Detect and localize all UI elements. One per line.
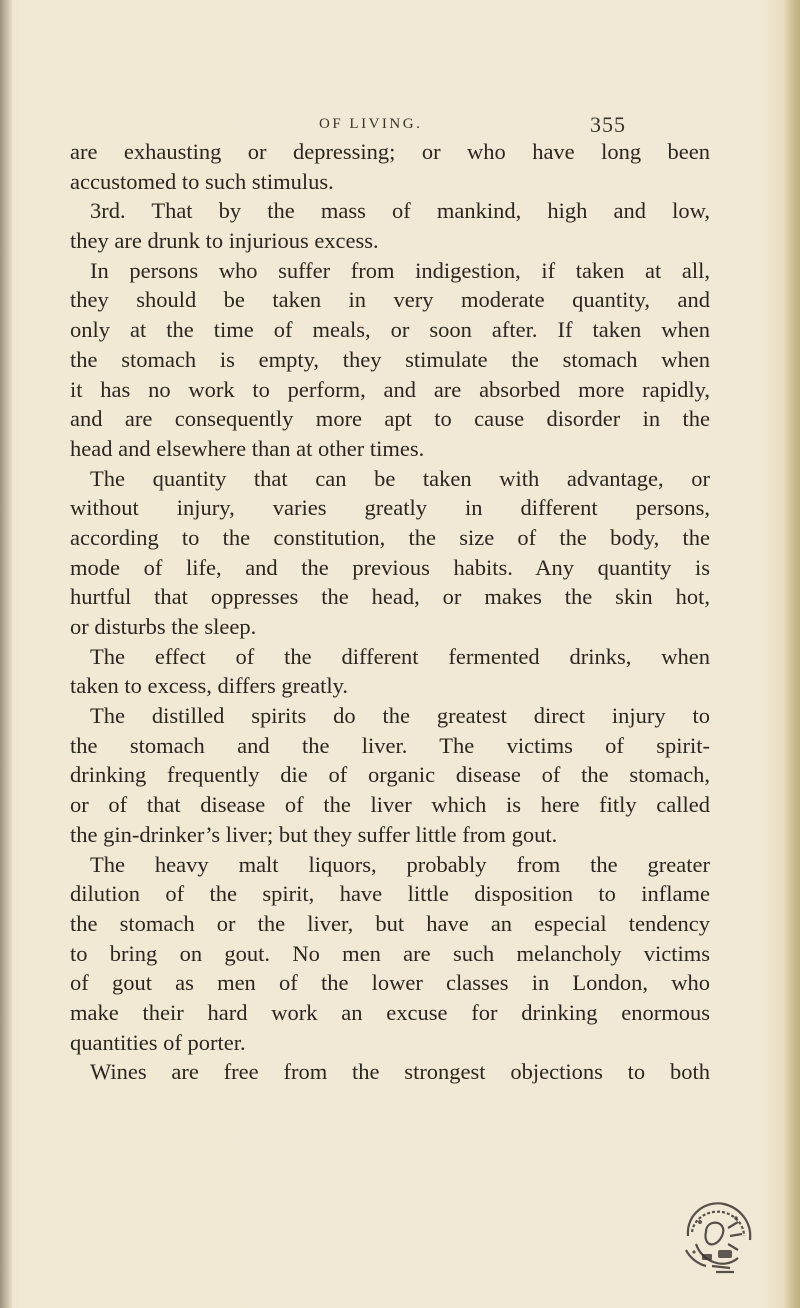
text-line: drinking frequently die of organic disease of the stomach, (70, 762, 710, 788)
text-line: they are drunk to injurious excess. (70, 228, 379, 254)
text-line: to bring on gout. No men are such melancholy victims (70, 940, 710, 966)
text-line: The effect of the different fermented drinks, when (90, 643, 710, 669)
text-line: the stomach or the liver, but have an especial tendency (70, 910, 710, 936)
text-line: hurtful that oppresses the head, or makes the skin hot, (70, 584, 710, 610)
text-line: head and elsewhere than at other times. (70, 435, 425, 461)
text-line: In persons who suffer from indigestion, if taken at all, (90, 257, 710, 283)
text-line: they should be taken in very moderate quantity, and (70, 287, 710, 313)
text-line: and are consequently more apt to cause disorder in the (70, 406, 710, 432)
text-line: of gout as men of the lower classes in London, who (70, 970, 710, 996)
text-line: only at the time of meals, or soon after. If taken when (70, 317, 710, 343)
text-line: the stomach and the liver. The victims of spirit- (70, 732, 710, 758)
text-line: accustomed to such stimulus. (70, 168, 334, 194)
text-line: quantities of porter. (70, 1029, 246, 1055)
text-line: The quantity that can be taken with advantage, or (90, 465, 710, 491)
text-line: the stomach is empty, they stimulate the stomach when (70, 346, 710, 372)
text-line: The heavy malt liquors, probably from the greater (90, 851, 710, 877)
text-line: 3rd. That by the mass of mankind, high and low, (90, 198, 710, 224)
text-line: The distilled spirits do the greatest direct injury to (90, 703, 710, 729)
text-line: according to the constitution, the size of the body, the (70, 524, 710, 550)
body-text (70, 137, 710, 1087)
running-head: OF LIVING. (319, 116, 423, 132)
page-gutter-shadow (0, 0, 12, 1308)
text-line: make their hard work an excuse for drinking enormous (70, 999, 710, 1025)
text-line: without injury, varies greatly in different persons, (70, 495, 710, 521)
text-line: are exhausting or depressing; or who have long been (70, 139, 710, 164)
text-line: taken to excess, differs greatly. (70, 673, 349, 699)
text-line: or disturbs the sleep. (70, 614, 257, 639)
text-line: or of that disease of the liver which is here fitly called (70, 792, 710, 818)
text-line: dilution of the spirit, have little disposition to inflame (70, 881, 710, 907)
library-stamp-icon (672, 1192, 762, 1282)
text-line: the gin-drinker’s liver; but they suffer little from gout. (70, 821, 558, 847)
text-line: mode of life, and the previous habits. Any quantity is (70, 554, 710, 580)
text-line: it has no work to perform, and are absorbed more rapidly, (70, 376, 710, 402)
text-line: Wines are free from the strongest objections to both (90, 1059, 710, 1085)
page-edge (784, 0, 800, 1308)
page-number: 355 (590, 112, 626, 137)
